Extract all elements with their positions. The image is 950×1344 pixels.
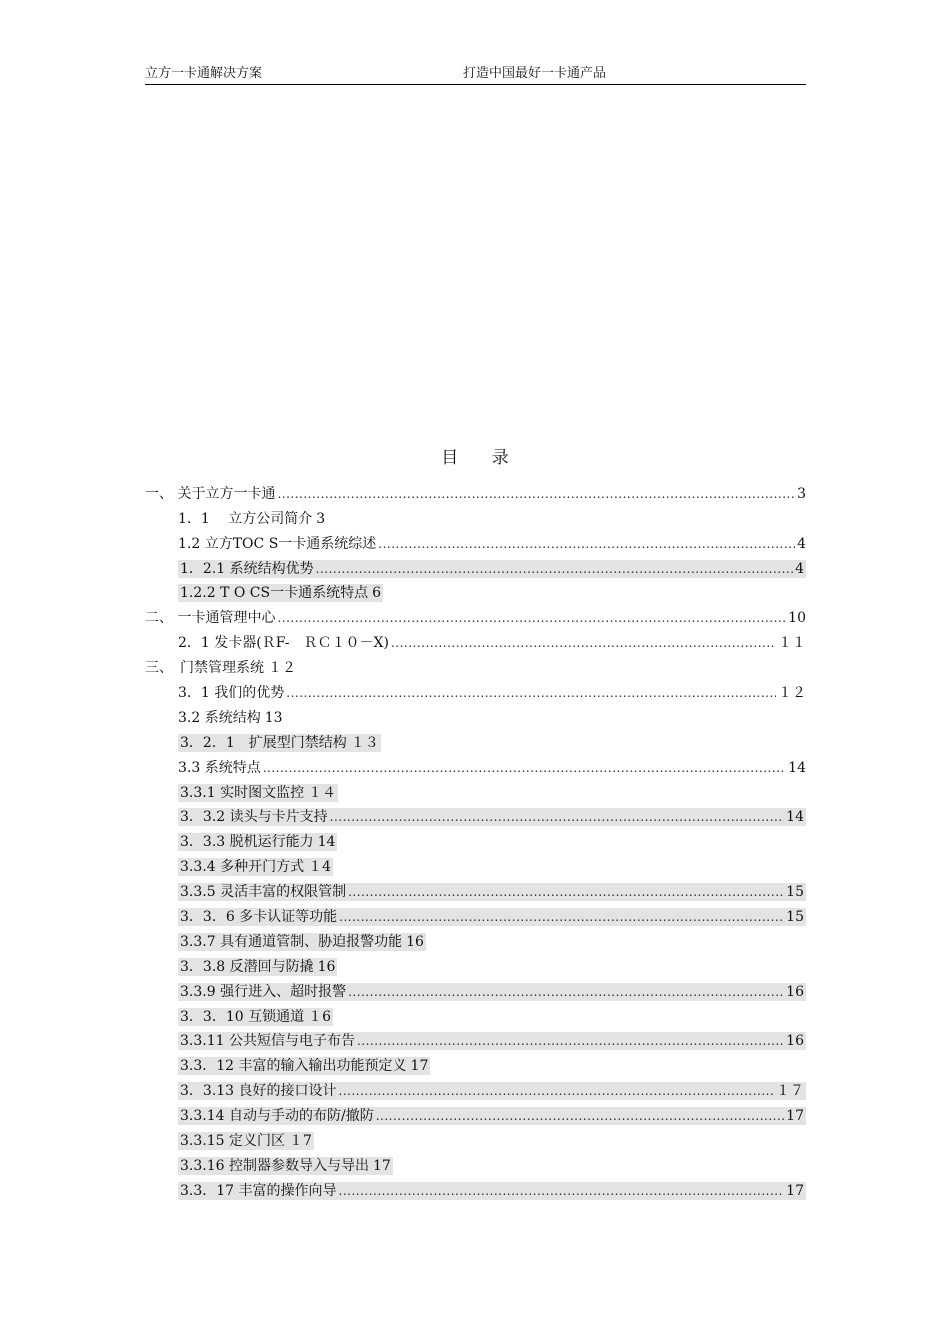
toc-entry[interactable] <box>145 1125 806 1150</box>
toc-entry[interactable] <box>145 976 806 1001</box>
toc-entry-page: 4 <box>797 535 806 552</box>
table-of-contents <box>145 478 806 1200</box>
toc-entry-title: 3.3.5 灵活丰富的权限管制 <box>180 884 347 901</box>
toc-entry-title: 3.3.9 强行进入、超时报警 <box>180 983 347 1000</box>
toc-entry[interactable] <box>145 1050 806 1075</box>
toc-entry-title: 1．2.1 系统结构优势 <box>180 560 314 577</box>
toc-entry-page: １１ <box>778 635 806 652</box>
toc-entry-title: 2．1 发卡器(ＲF- ＲＣ１０－X) <box>178 635 389 652</box>
toc-entry[interactable] <box>145 627 806 652</box>
toc-entry-title: 二、 一卡通管理中心 <box>145 610 276 627</box>
toc-entry-title: 3.3.16 控制器参数导入与导出 <box>180 1157 369 1174</box>
toc-title: 目 录 <box>441 448 523 468</box>
toc-entry-page: １7 <box>288 1133 312 1150</box>
toc-entry-page: １２ <box>268 660 296 677</box>
toc-leader-dots <box>348 983 784 1001</box>
toc-entry-title: 3.2 系统结构 <box>178 709 261 726</box>
toc-entry[interactable] <box>145 752 806 777</box>
toc-entry-page: １７ <box>776 1083 804 1100</box>
toc-entry[interactable] <box>145 1075 806 1100</box>
toc-leader-dots <box>391 634 776 652</box>
toc-entry-title: 1．1 立方公司简介 <box>178 510 313 527</box>
toc-entry[interactable] <box>145 1026 806 1051</box>
toc-entry-page: 14 <box>788 759 806 776</box>
toc-entry[interactable] <box>145 1175 806 1200</box>
toc-entry-title: 3．3．10 互锁通道 <box>180 1008 305 1025</box>
toc-entry[interactable] <box>145 1150 806 1175</box>
toc-entry-page: １6 <box>308 1008 332 1025</box>
toc-entry-page: 4 <box>795 560 804 577</box>
toc-leader-dots <box>277 485 795 503</box>
toc-entry-page: 17 <box>410 1058 429 1075</box>
toc-entry-page: 16 <box>317 958 336 975</box>
toc-entry-title: 3.3 系统特点 <box>178 759 261 776</box>
toc-entry-page: １２ <box>778 685 806 702</box>
toc-entry[interactable] <box>145 578 806 603</box>
toc-entry[interactable] <box>145 528 806 553</box>
toc-entry-title: 3.3.11 公共短信与电子布告 <box>180 1033 355 1050</box>
toc-entry-page: 17 <box>372 1157 391 1174</box>
page-header <box>145 66 806 85</box>
toc-entry-title: 3．3．6 多卡认证等功能 <box>180 909 338 926</box>
toc-entry[interactable] <box>145 802 806 827</box>
toc-leader-dots <box>330 808 785 826</box>
toc-entry-page: １４ <box>308 784 337 801</box>
header-left-text: 立方一卡通解决方案 <box>145 66 263 81</box>
toc-entry-title: 3.3.1 实时图文监控 <box>180 784 305 801</box>
toc-entry-page: 13 <box>264 709 283 726</box>
toc-entry-title: 3．2．1 扩展型门禁结构 <box>180 734 347 751</box>
toc-entry-page: 17 <box>786 1182 804 1199</box>
toc-entry-title: 3．3.2 读头与卡片支持 <box>180 809 328 826</box>
toc-entry-title: 3.3.14 自动与手动的布防/撤防 <box>180 1108 374 1125</box>
toc-entry-title: 3．3.8 反潜回与防撬 <box>180 958 314 975</box>
toc-entry[interactable] <box>145 652 806 677</box>
toc-leader-dots <box>339 1182 785 1200</box>
toc-entry-page: 10 <box>788 610 806 627</box>
toc-entry[interactable] <box>145 901 806 926</box>
toc-entry-page: 14 <box>317 834 336 851</box>
toc-entry-page: 15 <box>786 884 804 901</box>
toc-entry-title: 1.2 立方TOC S一卡通系统综述 <box>178 535 377 552</box>
toc-entry-title: 3.3．12 丰富的输入输出功能预定义 <box>180 1058 407 1075</box>
toc-entry-title: 3.3．17 丰富的操作向导 <box>180 1182 337 1199</box>
toc-leader-dots <box>348 883 784 901</box>
toc-leader-dots <box>286 684 776 702</box>
toc-entry[interactable] <box>145 876 806 901</box>
toc-leader-dots <box>357 1032 784 1050</box>
toc-entry[interactable] <box>145 727 806 752</box>
toc-entry-title: 3.3.4 多种开门方式 <box>180 859 305 876</box>
toc-entry[interactable] <box>145 926 806 951</box>
toc-leader-dots <box>277 609 786 627</box>
toc-entry-page: 16 <box>786 1033 804 1050</box>
toc-entry-title: 3．3.13 良好的接口设计 <box>180 1083 337 1100</box>
toc-entry-page: 16 <box>406 933 424 950</box>
toc-entry-page: 14 <box>786 809 804 826</box>
toc-entry[interactable] <box>145 478 806 503</box>
toc-entry[interactable] <box>145 602 806 627</box>
toc-leader-dots <box>378 535 795 553</box>
toc-entry[interactable] <box>145 826 806 851</box>
toc-entry-title: 一、 关于立方一卡通 <box>145 485 276 502</box>
toc-entry-title: 3．3.3 脱机运行能力 <box>180 834 314 851</box>
toc-entry-title: 3.3.15 定义门区 <box>180 1133 285 1150</box>
header-center-text: 打造中国最好一卡通产品 <box>463 66 607 81</box>
toc-entry-title: 3．1 我们的优势 <box>178 685 285 702</box>
toc-entry-page: 3 <box>797 485 806 502</box>
toc-leader-dots <box>263 759 786 777</box>
toc-leader-dots <box>339 1082 774 1100</box>
toc-entry[interactable] <box>145 1100 806 1125</box>
toc-entry[interactable] <box>145 677 806 702</box>
toc-entry[interactable] <box>145 503 806 528</box>
toc-leader-dots <box>316 560 793 578</box>
toc-entry-title: 3.3.7 具有通道管制、胁迫报警功能 <box>180 933 403 950</box>
toc-entry[interactable] <box>145 1001 806 1026</box>
toc-entry-page: １３ <box>350 734 379 751</box>
toc-entry[interactable] <box>145 702 806 727</box>
toc-entry[interactable] <box>145 951 806 976</box>
toc-entry-page: １4 <box>308 859 331 876</box>
toc-entry-page: 3 <box>316 510 326 527</box>
toc-entry-title: 1.2.2 T O CS一卡通系统特点 <box>180 585 369 602</box>
toc-leader-dots <box>339 908 784 926</box>
toc-entry[interactable] <box>145 777 806 802</box>
toc-entry-title: 三、 门禁管理系统 <box>145 660 264 677</box>
toc-entry-page: 17 <box>786 1108 804 1125</box>
toc-entry[interactable] <box>145 553 806 578</box>
toc-entry-page: 16 <box>786 983 804 1000</box>
toc-entry-page: 6 <box>372 585 382 602</box>
toc-entry[interactable] <box>145 851 806 876</box>
toc-leader-dots <box>376 1107 784 1125</box>
toc-entry-page: 15 <box>786 909 804 926</box>
